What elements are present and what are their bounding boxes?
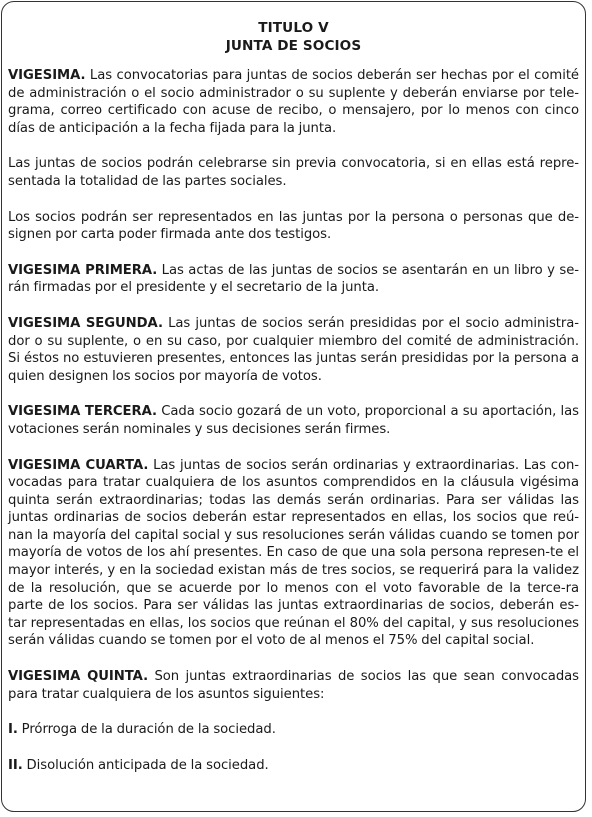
list-item-1 xyxy=(8,721,579,739)
clause-vigesima-cuarta xyxy=(8,457,579,651)
list-item-2 xyxy=(8,757,579,775)
title-block xyxy=(8,19,579,55)
clause-text: Las juntas de socios serán ordinarias y extraordinarias. Las con-vocadas para tratar cualquiera de los asuntos comprendidos en la cláusula vigésima quinta serán extraordinarias; todas las demás serán ordinarias. Para ser válidas las juntas ordinarias de socios deberán estar representados en ellas, los socios que reú-nan la mayoría del capital social y sus resoluciones serán válidas cuando se tomen por mayoría de votos de los ahí presentes. En caso de que una sola persona represen-te el mayor interés, y en la sociedad existan más de tres socios, se requerirá para la validez de la resolución, que se acuerde por lo menos con el voto favorable de la terce-ra parte de los socios. Para ser válidas las juntas extraordinarias de socios, deberán es-tar representadas en ellas, los socios que reúnan el 80% del capital, y sus resoluciones serán válidas cuando se tomen por el voto de al menos el 75% del capital social. xyxy=(8,457,579,649)
document-frame xyxy=(1,1,586,812)
list-item-numeral: II. xyxy=(8,757,23,773)
clause-text: Las juntas de socios serán presididas por el socio administra-dor o su suplente, o en su caso, por cualquier miembro del comité de administración. Si éstos no estuvieren presentes, entonces las juntas serán presididas por la persona a quien designen los socios por mayoría de votos. xyxy=(8,315,579,384)
clause-lead: VIGESIMA. xyxy=(8,68,86,83)
list-item-text: Prórroga de la duración de la sociedad. xyxy=(17,722,276,738)
title-line-1: TITULO V xyxy=(258,20,329,36)
clause-text: Las convocatorias para juntas de socios deberán ser hechas por el comité de administración o el socio administrador o su suplente y deberán enviarse por tele-grama, correo certificado con acuse de recibo, o mensajero, por lo menos con cinco días de anticipación a la fecha fijada para la junta. xyxy=(8,68,579,136)
clause-vigesima-segunda xyxy=(8,315,579,385)
clause-vigesima xyxy=(8,67,579,137)
paragraph-juntas-sin-convocatoria xyxy=(8,155,579,190)
list-item-text: Disolución anticipada de la sociedad. xyxy=(22,757,269,773)
clause-vigesima-quinta xyxy=(8,668,579,703)
clause-text: Son juntas extraordinarias de socios las que sean convocadas para tratar cualquiera de los asuntos siguientes: xyxy=(8,669,579,702)
clause-vigesima-tercera xyxy=(8,403,579,438)
clause-text: Los socios podrán ser representados en las juntas por la persona o personas que de-signen por carta poder firmada ante dos testigos. xyxy=(8,209,579,243)
paragraph-representacion xyxy=(8,209,579,244)
clause-lead: VIGESIMA SEGUNDA. xyxy=(8,315,163,331)
clause-lead: VIGESIMA PRIMERA. xyxy=(8,262,158,278)
title-line-2: JUNTA DE SOCIOS xyxy=(225,38,362,54)
list-item-numeral: I. xyxy=(8,722,18,738)
clause-text: Las actas de las juntas de socios se asentarán en un libro y se-rán firmadas por el presidente y el secretario de la junta. xyxy=(8,262,579,296)
clause-lead: VIGESIMA QUINTA. xyxy=(8,669,149,685)
clause-lead: VIGESIMA TERCERA. xyxy=(8,404,157,420)
clause-lead: VIGESIMA CUARTA. xyxy=(8,457,149,473)
clause-text: Las juntas de socios podrán celebrarse sin previa convocatoria, si en ellas está repre-sentada la totalidad de las partes sociales. xyxy=(8,156,579,189)
clause-vigesima-primera xyxy=(8,262,579,297)
clause-text: Cada socio gozará de un voto, proporcional a su aportación, las votaciones serán nominales y sus decisiones serán firmes. xyxy=(8,404,579,437)
